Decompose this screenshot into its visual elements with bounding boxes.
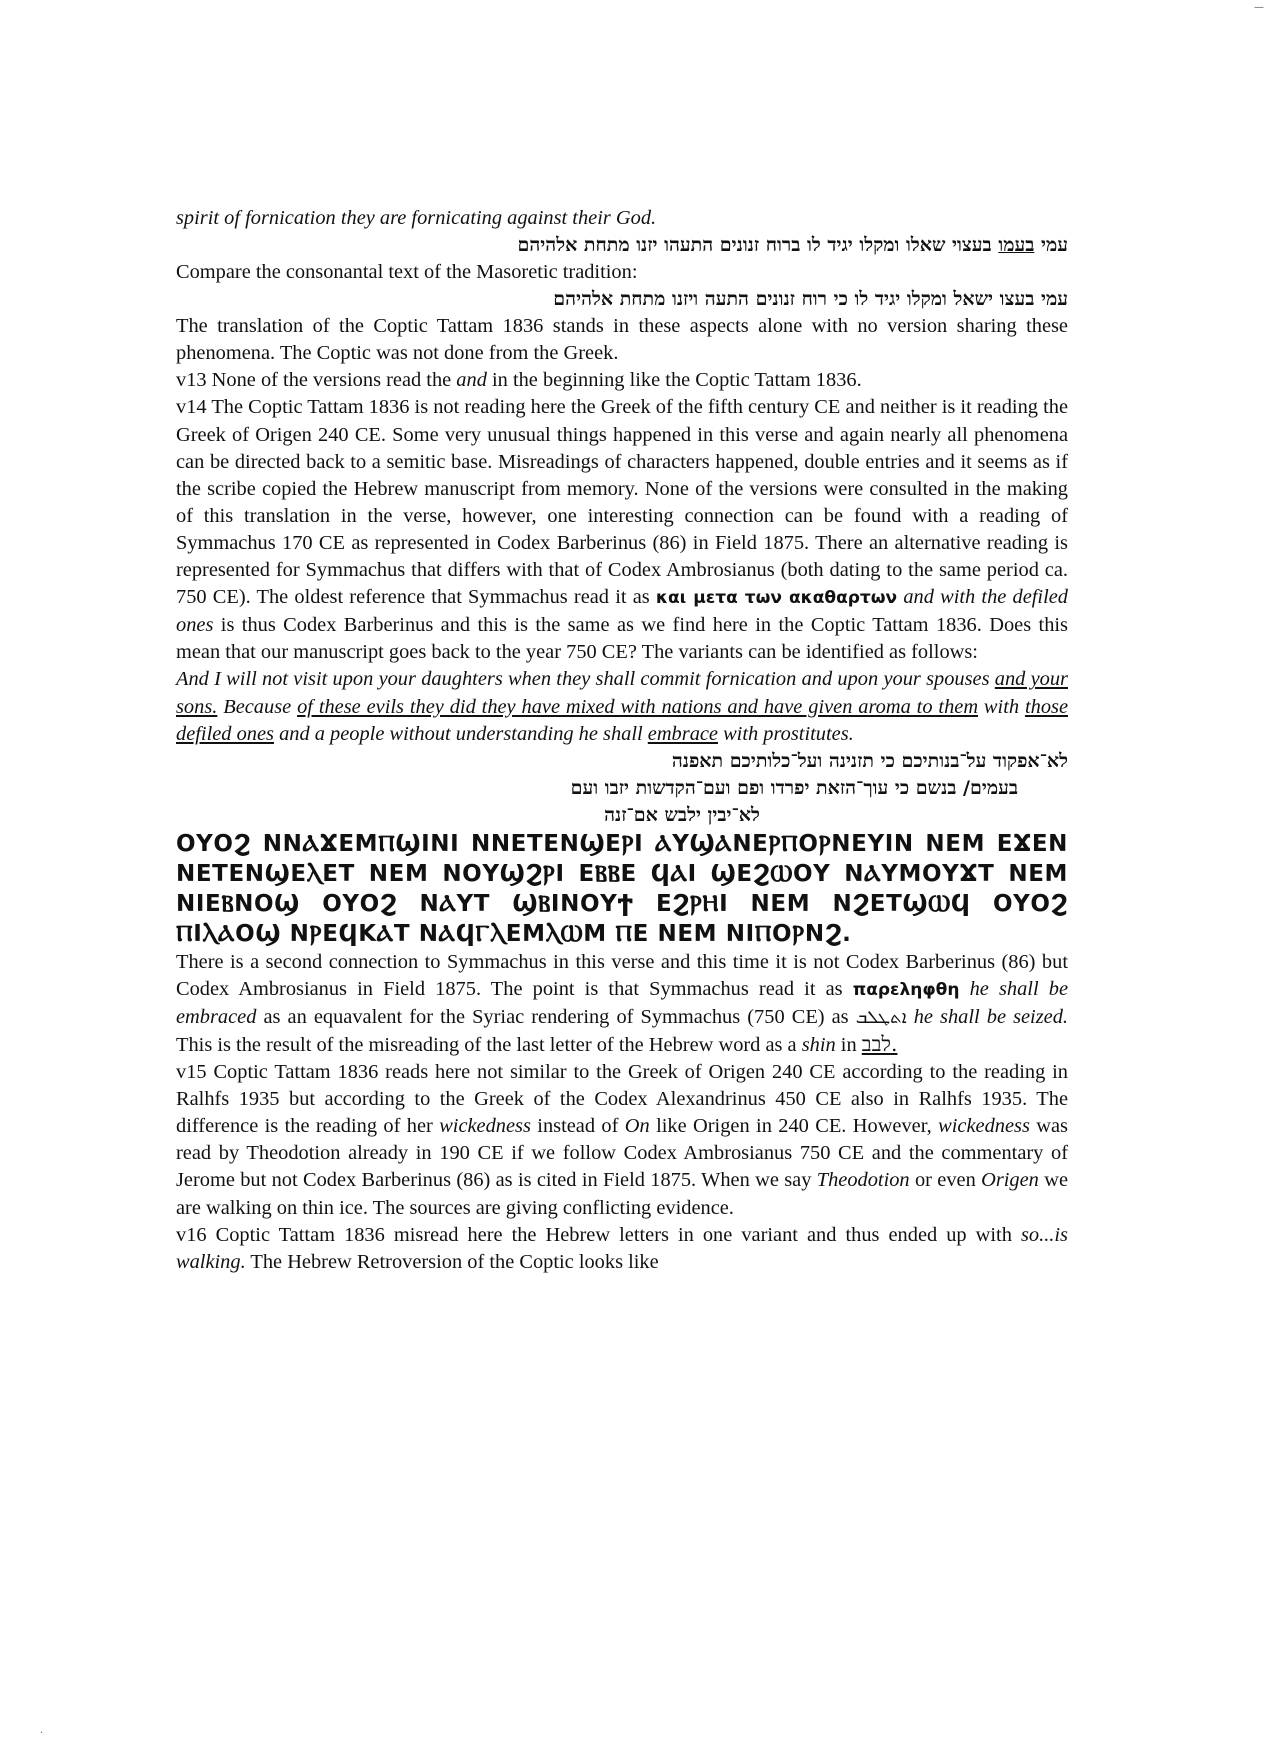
coptic-text: ΟΥΟϨ ΝΝⲀϪΕΜⲠϢΙΝΙ ΝΝΕΤΕΝϢΕⲢΙ ⲀΥϢⲀΝΕⲢⲠΟⲢΝΕΥΙΝ ΝΕΜ ΕϪΕΝ ΝΕΤΕΝϢΕⲖΕΤ ΝΕΜ ΝΟΥϢϨⲢΙ ΕⲂⲂΕ ϤⲀΙ ϢΕϨⲰΟΥ ΝⲀΥΜΟΥϪΤ ΝΕΜ ΝΙΕⲂΝΟϢ ΟΥΟϨ ΝⲀΥΤ ϢⲂΙΝΟΥϮ ΕϨⲢⲎΙ ΝΕΜ ΝϨΕΤϢⲰϤ ΟΥΟϨ ⲠΙⲖⲀΟϢ ΝⲢΕϤΚⲀΤ ΝⲀϤⲄⲖΕΜⲖⲰΜ ⲠΕ ΝΕΜ ΝΙⲠΟⲢΝϨ. (176, 830, 1068, 947)
text-run: is thus Codex Barberinus and this is the same as we find here in the Coptic Tattam 1836. Does this mean that our manuscript goes back to the year 750 CE? The variants can be identified as follows: (176, 614, 1068, 664)
italic-run: he shall be seized. (906, 1005, 1068, 1028)
hebrew-variant-3: לא־יבין ילבש אם־זנה (604, 803, 760, 826)
text-run: we are walking on thin ice. The sources are giving conflicting evidence. (176, 1169, 1068, 1219)
hebrew-retroversion-1 (176, 232, 1068, 259)
scan-mark: — (1254, 2, 1264, 13)
text-run: Because (217, 695, 298, 718)
text-run: and a people without understanding he shall (273, 722, 648, 745)
text-run: as an equavalent for the Syriac rendering of Symmachus (750 CE) as (256, 1005, 856, 1028)
italic-run: and with the defiled ones (176, 586, 1068, 637)
hebrew-masoretic: עמי בעצו ישאל ומקלו יגיד לו כי רוח זנונים התעה ויזנו מתחת אלהיהם (553, 288, 1068, 311)
italic-run: wickedness (439, 1115, 531, 1138)
hebrew-underlined: בעמו (998, 234, 1035, 257)
paragraph-v13 (176, 367, 1068, 394)
text-run: There is a second connection to Symmachus in this verse and this time it is not Codex Barberinus (86) but Codex Ambrosianus in Field 1875. The point is that Symmachus read it as (176, 950, 1068, 1000)
paragraph-v15 (176, 1059, 1068, 1222)
text-run: was read by Theodotion already in 190 CE if we follow Codex Ambrosianus 750 CE and the commentary of Jerome but not Codex Barberinus (86) as is cited in Field 1875. When we say (176, 1115, 1068, 1192)
italic-run: Origen (981, 1169, 1039, 1192)
greek-run: παρεληφθη (852, 979, 960, 1000)
paragraph-v16 (176, 1222, 1068, 1276)
text-run: v16 Coptic Tattam 1836 misread here the Hebrew letters in one variant and thus ended up with (176, 1223, 1021, 1246)
text-run: or even (909, 1169, 982, 1192)
syriac-run: ܐܬܛܠܒ (855, 1006, 907, 1028)
hebrew-fragment: בעצוי שאלו ומקלו יגיד לו ברוח זנונים התעהו יזנו מתחת אלהיהם (517, 234, 999, 257)
text-run: in (835, 1033, 862, 1056)
italic-run: and (456, 369, 487, 392)
italic-run: shin (801, 1033, 836, 1056)
compare-line: Compare the consonantal text of the Masoretic tradition: (176, 261, 638, 284)
hebrew-fragment: עמי (1034, 234, 1068, 257)
paragraph-v14 (176, 394, 1068, 666)
text-run: And I will not visit upon your daughters when they shall commit fornication and upon your spouses (176, 668, 995, 691)
underlined-run: embrace (647, 722, 718, 745)
greek-run: και μετα των ακαθαρτων (655, 588, 898, 609)
hebrew-run: לבב. (861, 1031, 898, 1056)
underlined-run: those defiled ones (176, 695, 1068, 745)
paragraph-translation: The translation of the Coptic Tattam 1836 stands in these aspects alone with no version sharing these phenomena. The Coptic was not done from the Greek. (176, 315, 1068, 365)
body-text (176, 205, 1068, 1276)
text-run: with prostitutes. (717, 722, 854, 745)
text-run: instead of (530, 1115, 625, 1138)
line-spirit: spirit of fornication they are fornicating against their God. (176, 207, 657, 229)
underlined-run: of these evils they did they have mixed with nations and have given aroma to them (297, 695, 979, 718)
hebrew-variant-1: לא־אפקוד על־בנותיכם כי תזנינה ועל־כלותיכם תאפנה (671, 749, 1068, 772)
text-run: The Hebrew Retroversion of the Coptic looks like (245, 1250, 659, 1273)
text-run: This is the result of the misreading of the last letter of the Hebrew word as a (176, 1033, 802, 1056)
text-run: in the beginning like the Coptic Tattam 1836. (486, 369, 862, 392)
italic-run: so...is walking. (176, 1223, 1068, 1273)
scan-mark: · (40, 1728, 44, 1739)
underlined-run: and your sons. (176, 668, 1068, 718)
translation-block (176, 666, 1068, 747)
text-run: v13 None of the versions read the (176, 369, 457, 392)
hebrew-variant-2: בעמים/ בנשם כי עוך־הזאת יפרדו ופם ועם־הקדשות יזבו ועם (570, 776, 1018, 799)
italic-run: wickedness (938, 1115, 1030, 1138)
text-run: v14 The Coptic Tattam 1836 is not reading here the Greek of the fifth century CE and neither is it reading the Greek of Origen 240 CE. Some very unusual things happened in this verse and again nearly all phenomena can be directed back to a semitic base. Misreadings of characters happened, double entries and it seems as if the scribe copied the Hebrew manuscript from memory. None of the versions were consulted in the making of this translation in the verse, however, one interesting connection can be found with a reading of Symmachus 170 CE as represented in Codex Barberinus (86) in Field 1875. There an alternative reading is represented for Symmachus that differs with that of Codex Ambrosianus (both dating to the same period ca. 750 CE). The oldest reference that Symmachus read it as (176, 396, 1068, 609)
italic-run: Theodotion (816, 1169, 910, 1192)
italic-run: he shall be embraced (176, 977, 1068, 1028)
text-run: like Origen in 240 CE. However, (649, 1115, 939, 1138)
text-run: with (978, 695, 1025, 718)
text-run: v15 Coptic Tattam 1836 reads here not similar to the Greek of Origen 240 CE according to the reading in Ralhfs 1935 but according to the Greek of the Codex Alexandrinus 450 CE also in Ralhfs 1935. The difference is the reading of her (176, 1061, 1068, 1138)
paragraph-symmachus (176, 949, 1068, 1059)
italic-run: On (624, 1115, 650, 1138)
